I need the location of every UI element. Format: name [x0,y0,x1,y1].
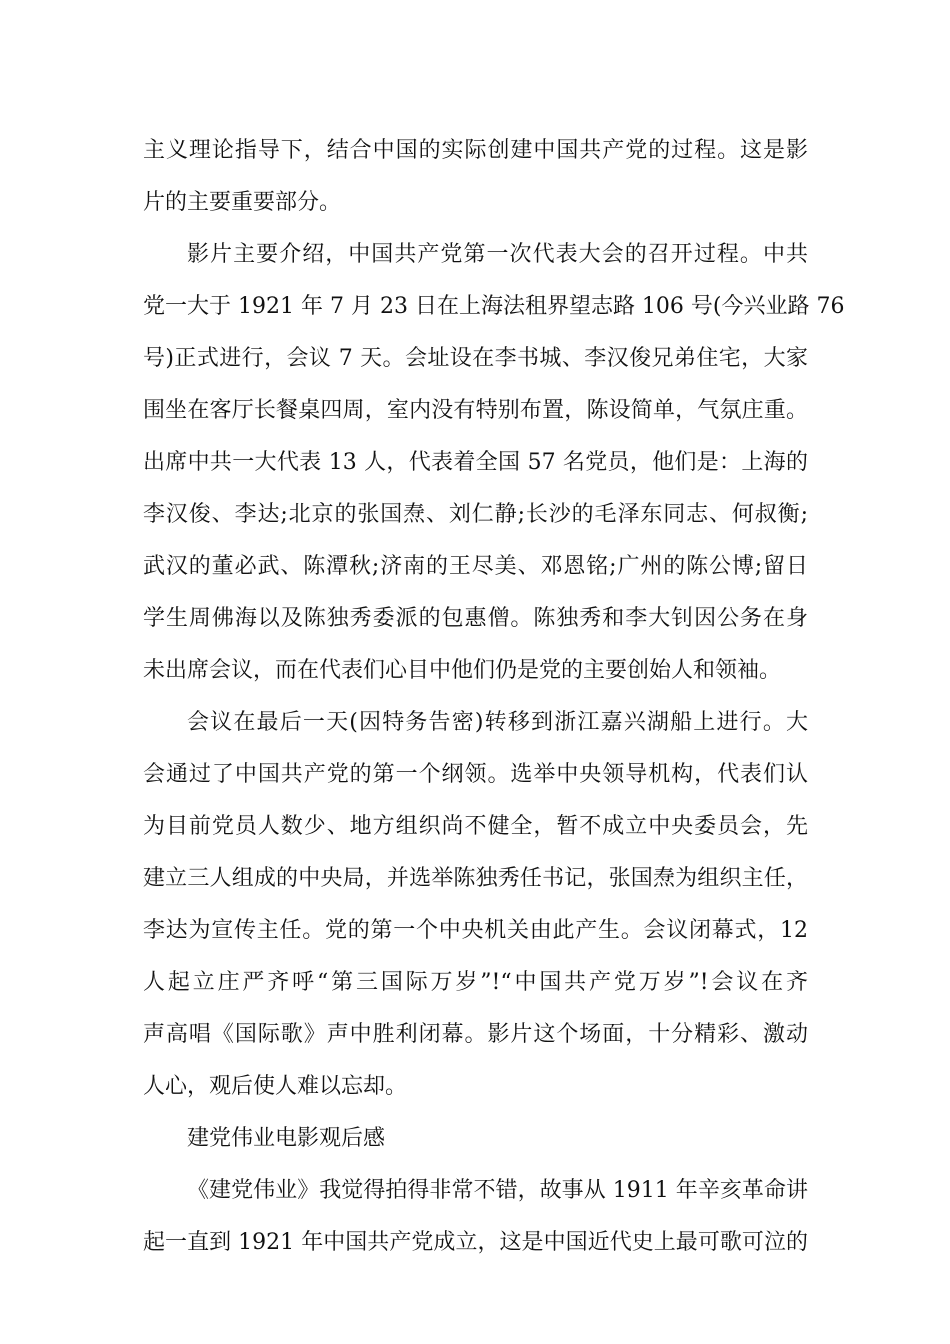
text-line: 主义理论指导下，结合中国的实际创建中国共产党的过程。这是影 [143,138,808,163]
text-line: 李汉俊、李达;北京的张国焘、刘仁静;长沙的毛泽东同志、何叔衡; [143,502,808,527]
text-line: 武汉的董必武、陈潭秋;济南的王尽美、邓恩铭;广州的陈公博;留日 [143,554,808,579]
text-line: 学生周佛海以及陈独秀委派的包惠僧。陈独秀和李大钊因公务在身 [143,606,808,631]
text-line: 片的主要重要部分。 [143,190,342,215]
text-line: 声高唱《国际歌》声中胜利闭幕。影片这个场面，十分精彩、激动 [143,1022,808,1047]
text-line: 影片主要介绍，中国共产党第一次代表大会的召开过程。中共 [187,242,808,267]
text-line: 会通过了中国共产党的第一个纲领。选举中央领导机构，代表们认 [143,762,808,787]
text-line: 出席中共一大代表 13 人，代表着全国 57 名党员，他们是：上海的 [143,450,808,475]
text-line: 建立三人组成的中央局，并选举陈独秀任书记，张国焘为组织主任， [143,866,808,891]
text-line: 为目前党员人数少、地方组织尚不健全，暂不成立中央委员会，先 [143,814,808,839]
text-line: 《建党伟业》我觉得拍得非常不错，故事从 1911 年辛亥革命讲 [187,1178,808,1203]
text-line: 起一直到 1921 年中国共产党成立，这是中国近代史上最可歌可泣的 [143,1230,808,1255]
text-line: 围坐在客厅长餐桌四周，室内没有特别布置，陈设简单，气氛庄重。 [143,398,808,423]
text-line: 未出席会议，而在代表们心目中他们仍是党的主要创始人和领袖。 [143,658,782,683]
section-heading: 建党伟业电影观后感 [187,1126,386,1151]
text-line: 人起立庄严齐呼“第三国际万岁”!“中国共产党万岁”!会议在齐 [143,970,808,995]
text-line: 号)正式进行，会议 7 天。会址设在李书城、李汉俊兄弟住宅，大家 [143,346,808,371]
text-line: 李达为宣传主任。党的第一个中央机关由此产生。会议闭幕式，12 [143,918,808,943]
text-line: 党一大于 1921 年 7 月 23 日在上海法租界望志路 106 号(今兴业路 76 [143,294,845,319]
text-line: 人心，观后使人难以忘却。 [143,1074,408,1099]
text-line: 会议在最后一天(因特务告密)转移到浙江嘉兴湖船上进行。大 [187,710,808,735]
